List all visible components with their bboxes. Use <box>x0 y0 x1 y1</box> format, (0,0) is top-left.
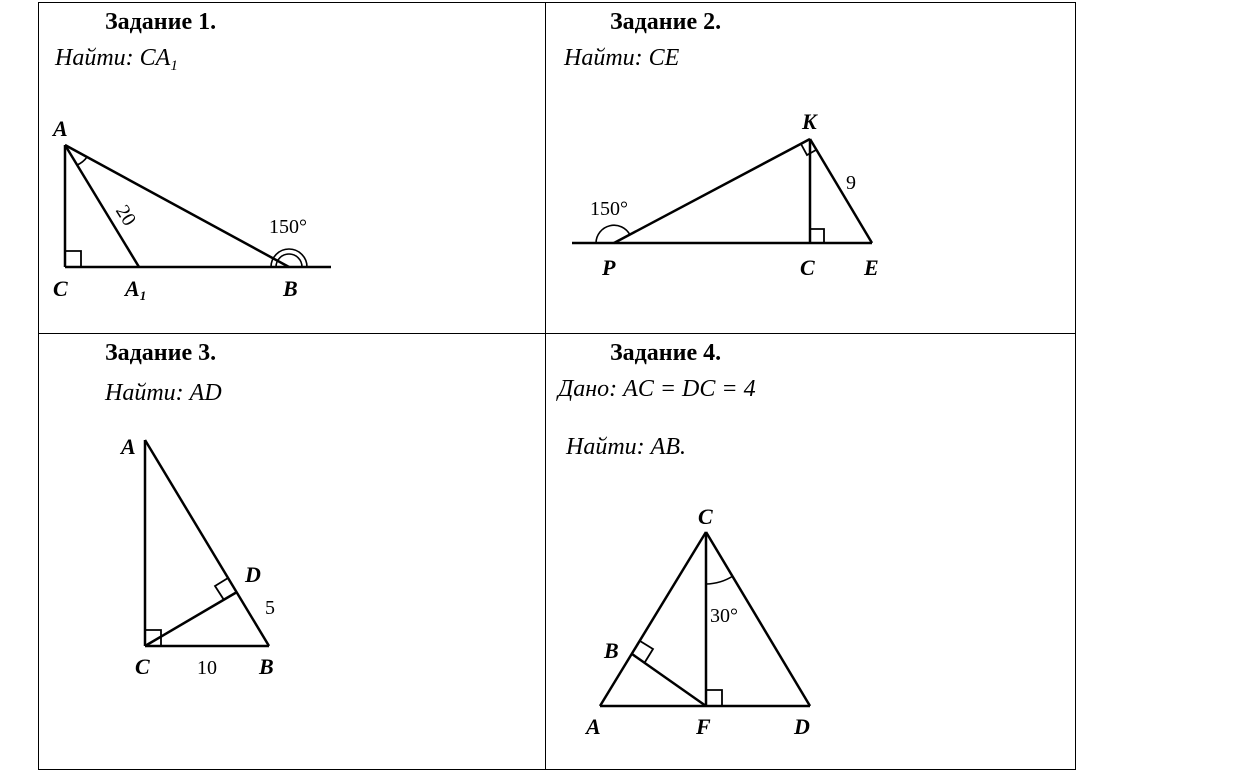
task-2-title: Задание 2. <box>610 9 722 35</box>
task-1-right-angle-mark <box>65 251 81 267</box>
task-1-point-a1 <box>123 276 146 303</box>
task-1-side-ab <box>65 145 289 267</box>
task-1-angle-arc-a <box>77 157 87 165</box>
task-4-label-angle: 30° <box>710 605 738 627</box>
task-4-title: Задание 4. <box>610 340 722 366</box>
task-4-cell <box>546 334 1076 770</box>
task-1-find-text: Найти: CA <box>55 45 171 71</box>
task-1-point-a1-sub: 1 <box>139 288 147 303</box>
task-2-label-angle: 150° <box>590 198 628 220</box>
task-3-point-c: C <box>135 654 150 679</box>
task-1-angle-arc-b-inner <box>276 254 302 267</box>
task-1-point-a: A <box>53 116 68 141</box>
task-2-figure <box>546 3 1076 335</box>
task-1-label-segment: 20 <box>110 201 141 230</box>
task-2-label-segment: 9 <box>846 172 856 194</box>
task-1-figure <box>39 3 547 335</box>
task-3-point-d: D <box>245 562 261 587</box>
task-4-side-ac <box>600 532 706 706</box>
tasks-table <box>38 2 1076 770</box>
task-3-figure <box>39 334 547 770</box>
task-4-point-f: F <box>696 714 711 739</box>
task-2-point-c: C <box>800 255 815 280</box>
task-1-cell <box>38 2 546 334</box>
task-4-point-a: A <box>586 714 601 739</box>
task-3-side-ab <box>145 440 269 646</box>
task-1-title: Задание 1. <box>105 9 217 35</box>
task-3-right-angle-mark-d <box>215 578 228 600</box>
task-4-point-c: C <box>698 504 713 529</box>
task-4-given: Дано: AC = DC = 4 <box>558 376 756 402</box>
task-3-point-a: A <box>121 434 136 459</box>
task-2-point-p: P <box>602 255 616 280</box>
task-2-cell <box>546 2 1076 334</box>
task-1-find-sub: 1 <box>170 58 178 74</box>
task-2-right-angle-mark-c <box>810 229 824 243</box>
task-1-point-c: C <box>53 276 68 301</box>
task-3-point-b: B <box>259 654 274 679</box>
task-4-segment-bf <box>632 654 706 706</box>
task-2-point-e: E <box>864 255 879 280</box>
task-4-find: Найти: AB. <box>566 434 686 460</box>
task-4-right-angle-mark-f <box>706 690 722 706</box>
task-2-find: Найти: CE <box>564 45 680 71</box>
task-3-label-cb: 10 <box>197 657 217 679</box>
task-4-point-b: B <box>604 638 619 663</box>
task-2-angle-arc-p <box>596 225 630 243</box>
task-1-label-angle: 150° <box>269 216 307 238</box>
task-3-find: Найти: AD <box>105 380 222 406</box>
task-1-point-b: B <box>283 276 298 301</box>
task-4-right-angle-mark-b <box>640 641 653 662</box>
task-3-title: Задание 3. <box>105 340 217 366</box>
task-4-point-d: D <box>794 714 810 739</box>
task-3-cell <box>38 334 546 770</box>
task-3-label-db: 5 <box>265 597 275 619</box>
task-1-point-a1-letter: A <box>125 276 140 301</box>
task-2-point-k: K <box>802 109 817 134</box>
task-4-figure <box>546 334 1076 770</box>
task-2-side-pk <box>614 139 810 243</box>
task-4-angle-arc-c <box>706 576 733 584</box>
task-2-side-ke <box>810 139 872 243</box>
